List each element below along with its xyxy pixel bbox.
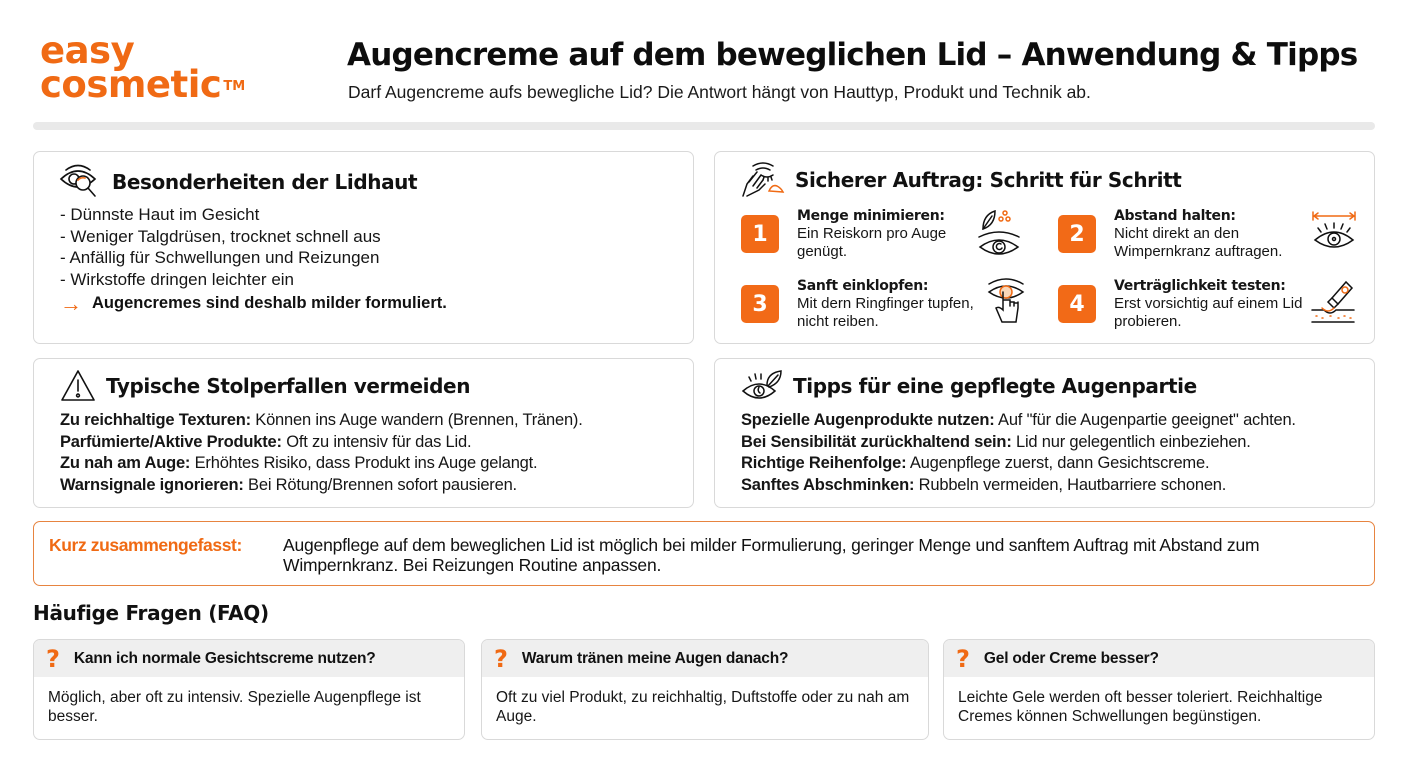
card-lid-skin — [33, 151, 694, 344]
step-title: Sanft einklopfen: — [797, 278, 929, 294]
list-item: - Weniger Talgdrüsen, trocknet schnell aus — [60, 226, 381, 246]
faq-answer: Möglich, aber oft zu intensiv. Spezielle Augenpflege ist besser. — [48, 689, 421, 725]
faq-item — [481, 639, 929, 740]
step-text: Ein Reiskorn pro Auge genügt. — [797, 225, 947, 260]
eye-leaf-drops-icon — [977, 207, 1025, 262]
step-number-badge: 1 — [741, 215, 779, 253]
item-label: Zu reichhaltige Texturen: — [60, 411, 251, 429]
item-label: Spezielle Augenprodukte nutzen: — [741, 411, 995, 429]
page-subtitle: Darf Augencreme aufs bewegliche Lid? Die Antwort hängt von Hauttyp, Produkt und Technik ab. — [348, 82, 1091, 102]
step-2 — [1058, 207, 1310, 261]
step-3 — [741, 277, 997, 331]
tips-list — [741, 410, 1296, 496]
faq-item — [943, 639, 1375, 740]
hand-eye-cream-icon — [739, 160, 785, 200]
faq-heading: Häufige Fragen (FAQ) — [33, 601, 269, 625]
item-text: Erhöhtes Risiko, dass Produkt ins Auge gelangt. — [190, 454, 538, 472]
item-label: Parfümierte/Aktive Produkte: — [60, 432, 282, 451]
faq-question — [944, 640, 1374, 677]
list-item: - Anfällig für Schwellungen und Reizungen — [60, 248, 380, 267]
faq-question-text: Warum tränen meine Augen danach? — [521, 649, 789, 667]
card-title: Sicherer Auftrag: Schritt für Schritt — [795, 168, 1182, 192]
step-1 — [741, 207, 997, 261]
faq-question-text: Gel oder Creme besser? — [983, 649, 1159, 667]
faq-question-text: Kann ich normale Gesichtscreme nutzen? — [73, 649, 376, 667]
header-divider — [33, 122, 1375, 130]
step-number-badge: 3 — [741, 285, 779, 323]
tube-skin-icon — [1310, 276, 1356, 331]
list-item — [741, 410, 1296, 432]
arrow-right-icon: → — [60, 290, 82, 316]
finger-tap-eye-icon — [986, 276, 1026, 333]
item-label: Warnsignale ignorieren: — [60, 475, 244, 494]
faq-answer: Leichte Gele werden oft besser toleriert. Reichhaltige Cremes können Schwellungen begünstigen. — [958, 689, 1323, 725]
step-title: Abstand halten: — [1114, 208, 1236, 224]
eye-distance-icon — [1311, 210, 1357, 257]
eye-magnifier-icon — [58, 164, 102, 200]
item-text: Können ins Auge wandern (Brennen, Tränen). — [250, 411, 583, 429]
eye-leaf-icon — [741, 369, 783, 403]
card-pitfalls — [33, 358, 694, 508]
faq-question — [34, 640, 464, 677]
pitfalls-list — [60, 410, 583, 496]
lid-skin-list — [60, 204, 381, 290]
step-title: Menge minimieren: — [797, 208, 945, 224]
conclusion — [60, 290, 447, 316]
step-title: Verträglichkeit testen: — [1114, 278, 1286, 294]
list-item — [60, 410, 583, 432]
item-label: Richtige Reihenfolge: — [741, 454, 907, 472]
summary-text: Augenpflege auf dem beweglichen Lid ist möglich bei milder Formulierung, geringer Menge und sanftem Auftrag mit Abstand zum Wimpernkranz. Bei Reizungen Routine anpassen. — [283, 535, 1260, 575]
item-text: Bei Rötung/Brennen sofort pausieren. — [243, 475, 517, 494]
list-item — [60, 453, 583, 475]
card-tips — [714, 358, 1375, 508]
item-label: Sanftes Abschminken: — [741, 475, 915, 494]
step-number-badge: 4 — [1058, 285, 1096, 323]
item-text: Augenpflege zuerst, dann Gesichtscreme. — [906, 454, 1210, 472]
summary-box — [33, 521, 1375, 586]
step-4 — [1058, 277, 1310, 331]
card-title: Tipps für eine gepflegte Augenpartie — [793, 374, 1197, 398]
list-item — [741, 432, 1296, 454]
trademark: TM — [223, 79, 246, 94]
item-label: Bei Sensibilität zurückhaltend sein: — [741, 432, 1012, 451]
step-number-badge: 2 — [1058, 215, 1096, 253]
brand-logo — [40, 29, 246, 106]
brand-line-1: easy — [40, 29, 135, 72]
list-item: - Wirkstoffe dringen leichter ein — [60, 269, 295, 289]
item-text: Lid nur gelegentlich einbeziehen. — [1011, 432, 1251, 451]
item-text: Oft zu intensiv für das Lid. — [281, 432, 472, 451]
faq-answer: Oft zu viel Produkt, zu reichhaltig, Duftstoffe oder zu nah am Auge. — [496, 689, 910, 725]
question-mark-icon: ? — [494, 644, 508, 673]
list-item — [741, 475, 1296, 497]
list-item — [60, 432, 583, 454]
step-text: Erst vorsichtig auf einem Lid probieren. — [1114, 295, 1303, 330]
summary-label: Kurz zusammengefasst: — [49, 535, 242, 555]
step-text: Mit dern Ringfinger tupfen, nicht reiben. — [797, 295, 974, 330]
question-mark-icon: ? — [46, 644, 60, 673]
item-text: Auf "für die Augenpartie geeignet" achten. — [994, 411, 1296, 429]
conclusion-text: Augencremes sind deshalb milder formuliert. — [92, 294, 447, 312]
card-title: Besonderheiten der Lidhaut — [112, 170, 418, 194]
warning-icon — [60, 369, 96, 403]
list-item: - Dünnste Haut im Gesicht — [60, 205, 260, 224]
card-application-steps — [714, 151, 1375, 344]
faq-question — [482, 640, 928, 677]
brand-line-2: cosmetic — [40, 63, 222, 106]
item-text: Rubbeln vermeiden, Hautbarriere schonen. — [914, 475, 1227, 494]
list-item — [60, 475, 583, 497]
step-text: Nicht direkt an den Wimpernkranz auftragen. — [1114, 225, 1283, 260]
page-title: Augencreme auf dem beweglichen Lid – Anwendung & Tipps — [347, 37, 1358, 73]
item-label: Zu nah am Auge: — [60, 454, 191, 472]
list-item — [741, 453, 1296, 475]
card-title: Typische Stolperfallen vermeiden — [106, 374, 471, 398]
faq-item — [33, 639, 465, 740]
question-mark-icon: ? — [956, 644, 970, 673]
